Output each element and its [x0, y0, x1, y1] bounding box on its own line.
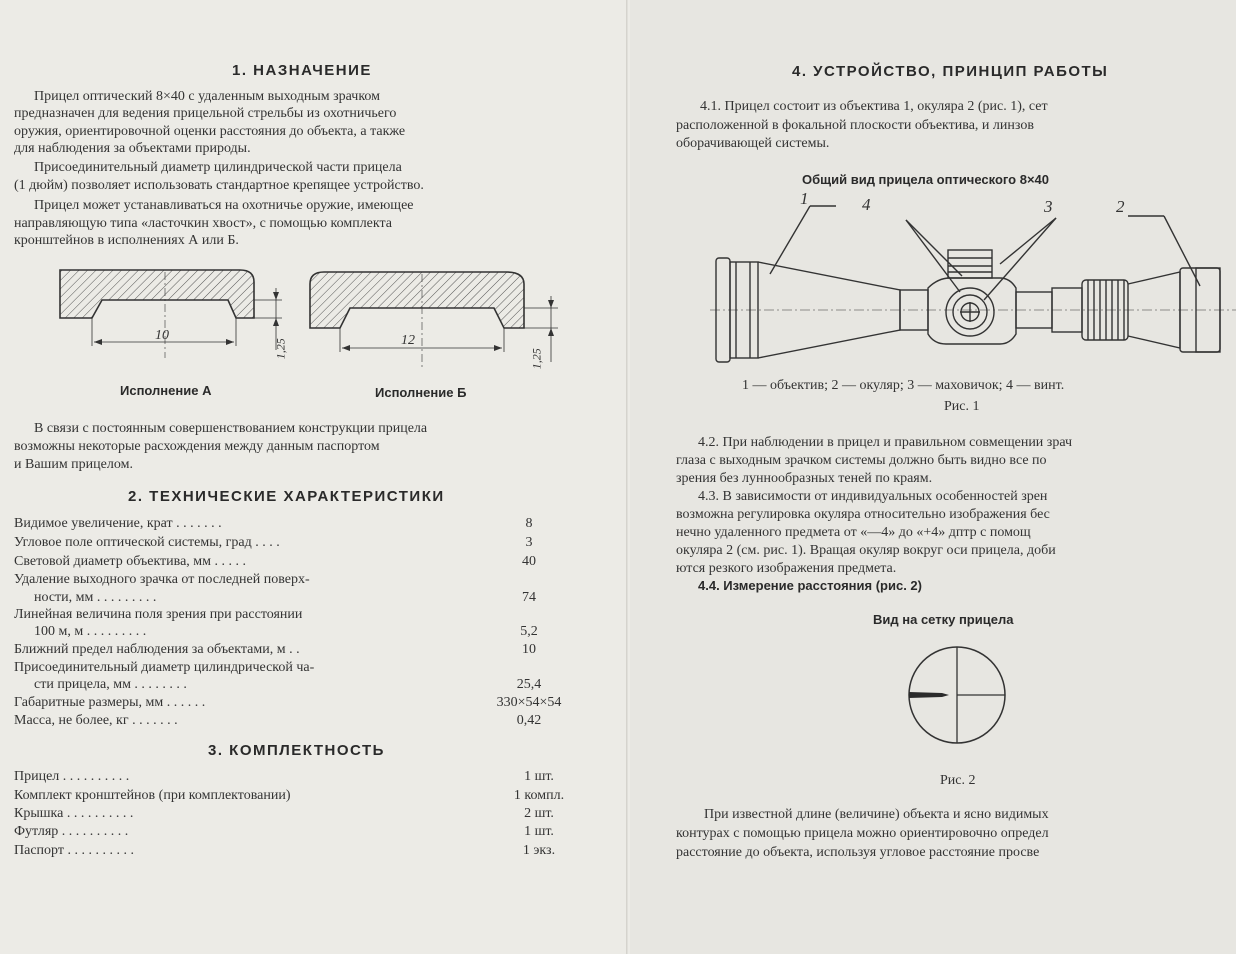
bracket-b-caption: Исполнение Б [375, 385, 467, 400]
para-4-3-line: 4.3. В зависимости от индивидуальных особенностей зрен [698, 489, 1048, 504]
figure-1-legend: 1 — объектив; 2 — окуляр; 3 — маховичок; 4 — винт. [742, 378, 1065, 393]
bracket-a-height-label: 1,25 [273, 338, 288, 360]
figure-1-caption: Рис. 1 [944, 399, 980, 414]
kit-value: 1 компл. [513, 788, 565, 803]
spec-label: 100 м, м . . . . . . . . . [34, 624, 147, 639]
spec-row [14, 660, 574, 678]
final-line: расстояние до объекта, используя угловое расстояние просве [676, 845, 1040, 860]
spec-row [14, 572, 574, 590]
spec-row [14, 554, 574, 572]
spec-value: 5,2 [520, 624, 538, 639]
spec-row [14, 535, 574, 553]
kit-value: 2 шт. [524, 806, 554, 821]
figure-2-caption: Рис. 2 [940, 773, 976, 788]
spec-label: Линейная величина поля зрения при расстоянии [14, 607, 303, 622]
spec-value: 10 [522, 642, 536, 657]
spec-value: 3 [525, 535, 533, 550]
kit-label: Футляр . . . . . . . . . . [14, 824, 129, 839]
section-4-title: 4. УСТРОЙСТВО, ПРИНЦИП РАБОТЫ [792, 63, 1109, 80]
spec-value: 330×54×54 [496, 695, 562, 710]
note-line: В связи с постоянным совершенствованием конструкции прицела [34, 421, 428, 436]
kit-label: Комплект кронштейнов (при комплектовании) [14, 788, 291, 803]
callout-screw: 4 [862, 195, 871, 214]
spec-row [14, 677, 574, 695]
spec-row [14, 516, 574, 534]
spec-label: Габаритные размеры, мм . . . . . . [14, 695, 206, 710]
section-2-title: 2. ТЕХНИЧЕСКИЕ ХАРАКТЕРИСТИКИ [128, 488, 445, 505]
section-1-line: для наблюдения за объектами природы. [14, 141, 251, 156]
spec-row [14, 642, 574, 660]
section-1-title: 1. НАЗНАЧЕНИЕ [232, 62, 372, 79]
bracket-b-height-label: 1,25 [529, 348, 544, 370]
spec-row [14, 713, 574, 731]
final-line: При известной длине (величине) объекта и ясно видимых [704, 807, 1049, 822]
spec-row [14, 590, 574, 608]
callout-knob: 3 [1044, 197, 1053, 216]
section-1-line: оружия, ориентировочной оценки расстояния до объекта, а также [14, 124, 406, 139]
kit-value: 1 шт. [524, 769, 554, 784]
kit-row [14, 824, 574, 842]
kit-label: Паспорт . . . . . . . . . . [14, 843, 134, 858]
spec-label: сти прицела, мм . . . . . . . . [34, 677, 187, 692]
para-4-3-line: нечно удаленного предмета от «—4» до «+4» дптр с помощ [676, 525, 1031, 540]
section-1-line: направляющую типа «ласточкин хвост», с помощью комплекта [14, 216, 393, 231]
spec-value: 0,42 [516, 713, 542, 728]
para-4-2-line: зрения без луннообразных теней по краям. [676, 471, 933, 486]
para-4-3-line: ются резкого изображения предмета. [676, 561, 897, 576]
section-1-line: кронштейнов в исполнениях А или Б. [14, 233, 239, 248]
note-line: и Вашим прицелом. [14, 457, 133, 472]
section-1-line: Присоединительный диаметр цилиндрической части прицела [34, 160, 402, 175]
bracket-b-width-label: 12 [401, 333, 415, 348]
reticle-drawing [902, 640, 1012, 750]
section-1-line: предназначен для ведения прицельной стрельбы из охотничьего [14, 106, 397, 121]
spec-label: Присоединительный диаметр цилиндрической ча- [14, 660, 315, 675]
section-1-line: Прицел оптический 8×40 с удаленным выходным зрачком [34, 89, 381, 104]
spec-row [14, 624, 574, 642]
final-line: контурах с помощью прицела можно ориентировочно определ [676, 826, 1049, 841]
para-4-2-line: 4.2. При наблюдении в прицел и правильном совмещении зрач [698, 435, 1073, 450]
section-1-line: Прицел может устанавливаться на охотничье оружие, имеющее [34, 198, 414, 213]
kit-row [14, 769, 574, 787]
bracket-b-drawing [296, 262, 566, 382]
right-page [630, 0, 1236, 954]
section-3-title: 3. КОМПЛЕКТНОСТЬ [208, 742, 385, 759]
note-line: возможны некоторые расхождения между данным паспортом [14, 439, 380, 454]
kit-label: Крышка . . . . . . . . . . [14, 806, 134, 821]
section-1-line: (1 дюйм) позволяет использовать стандартное крепящее устройство. [14, 178, 424, 193]
spec-label: Масса, не более, кг . . . . . . . [14, 713, 178, 728]
figure-2-title: Вид на сетку прицела [873, 612, 1014, 627]
spec-label: Удаление выходного зрачка от последней поверх- [14, 572, 310, 587]
bracket-a-width-label: 10 [155, 328, 169, 343]
spec-label: Световой диаметр объектива, мм . . . . . [14, 554, 247, 569]
kit-row [14, 843, 574, 861]
bracket-a-caption: Исполнение А [120, 383, 212, 398]
kit-label: Прицел . . . . . . . . . . [14, 769, 130, 784]
spec-value: 8 [525, 516, 533, 531]
kit-value: 1 экз. [522, 843, 556, 858]
section-4-line: расположенной в фокальной плоскости объектива, и линзов [676, 118, 1034, 133]
kit-value: 1 шт. [524, 824, 554, 839]
spec-row [14, 607, 574, 625]
para-4-3-line: окуляра 2 (см. рис. 1). Вращая окуляр вокруг оси прицела, доби [676, 543, 1056, 558]
figure-1-title: Общий вид прицела оптического 8×40 [802, 172, 1049, 187]
spec-row [14, 695, 574, 713]
spec-label: Видимое увеличение, крат . . . . . . . [14, 516, 222, 531]
spec-label: ности, мм . . . . . . . . . [34, 590, 157, 605]
para-4-3-line: возможна регулировка окуляра относительно изображения бес [676, 507, 1050, 522]
para-4-2-line: глаза с выходным зрачком системы должно быть видно все по [676, 453, 1047, 468]
kit-row [14, 806, 574, 824]
riflescope-drawing [710, 189, 1236, 380]
callout-objective: 1 [800, 189, 809, 208]
spec-value: 74 [522, 590, 536, 605]
kit-row [14, 788, 574, 806]
section-4-line: оборачивающей системы. [676, 136, 830, 151]
spec-label: Ближний предел наблюдения за объектами, м . . [14, 642, 300, 657]
spec-label: Угловое поле оптической системы, град . . . . [14, 535, 280, 550]
section-4-line: 4.1. Прицел состоит из объектива 1, окуляра 2 (рис. 1), сет [700, 99, 1048, 114]
bracket-a-drawing [40, 258, 290, 378]
spec-value: 25,4 [516, 677, 542, 692]
callout-eyepiece: 2 [1116, 197, 1125, 216]
para-4-4-title: 4.4. Измерение расстояния (рис. 2) [698, 578, 922, 593]
spec-value: 40 [522, 554, 536, 569]
